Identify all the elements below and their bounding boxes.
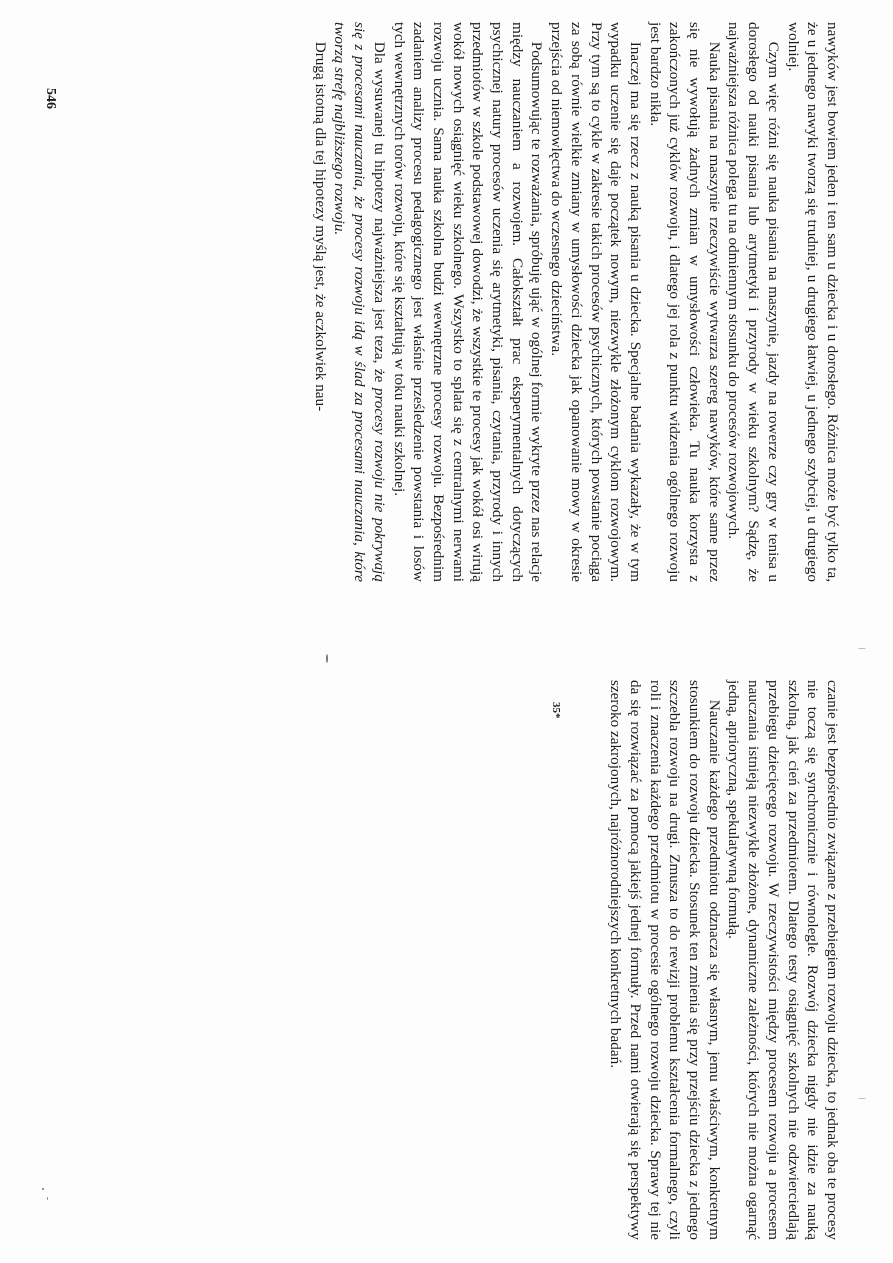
paragraph: Nauka pisania na maszynie rzeczywiście wytwarza szereg nawyków, które same przez się nie wywołują żadnych zmian w umysłowości człowieka. Tu nauka korzysta z zakończonych już cyklów rozwoju, i dlatego jej rola z punktu widzenia ogólnego rozwoju jest bardzo nikła. — [646, 22, 723, 582]
scan-speck — [42, 1188, 44, 1190]
left-text-column — [310, 22, 842, 582]
scan-speck — [858, 648, 866, 649]
right-text-column — [606, 680, 842, 1240]
scan-speck — [858, 1098, 866, 1099]
paragraph: Czym więc różni się nauka pisania na maszynie, jazdy na rowerze czy gry w tenisa u dorosłego od nauki pisania lub arytmetyki i przyrody w wieku szkolnym? Sądzę, że najważniejsza różnica polega tu na odmiennym stosunku do procesów rozwojowych. — [725, 22, 782, 582]
hypothesis-emphasis: procesy rozwoju nie pokrywają się z procesami nauczania, że procesy rozwoju idą w ślad za procesami nauczania, które tworzą strefę najbliższego rozwoju. — [331, 22, 388, 582]
scan-speck — [326, 654, 328, 663]
paragraph: Drugą istotną dla tej hipotezy myślą jest, że aczkolwiek nau- — [311, 41, 329, 412]
scan-speck — [47, 1197, 48, 1200]
paragraph: Inaczej ma się rzecz z nauką pisania u dziecka. Specjalne badania wykazały, że w tym wypadku uczenie się daje początek nowym, niezwykle złożonym cyklom rozwojowym. Przy tym są to cykle w zakresie takich procesów psychicznych, których powstanie pociąga za sobą równie wielkie zmiany w umysłowości dziecka jak opanowanie mowy w okresie przejścia od niemowlęctwa do wczesnego dzieciństwa. — [548, 22, 644, 582]
paragraph: nawyków jest bowiem jeden i ten sam u dziecka i u dorosłego. Różnica może być tylko ta, że u jednego nawyki tworzą się trudniej, u drugiego łatwiej, u jednego szybciej, u drugiego wolniej. — [784, 22, 841, 582]
page-number: 546 — [43, 88, 58, 109]
paragraph: Podsumowując te rozważania, spróbuję ująć w ogólnej formie wykryte przez nas relacje między nauczaniem a rozwojem. Całokształt prac eksperymentalnych dotyczących psychicznej natury procesów uczenia się arytmetyki, pisania, czytania, przyrody i innych przedmiotów w szkole podstawowej dowodzi, że wszystkie te procesy jak wokół osi wirują wokół nowych osiągnięć wieku szkolnego. Wszystko to splata się z centralnymi nerwami rozwoju ucznia. Sama nauka szkolna budzi wewnętrzne procesy rozwoju. Bezpośrednim zadaniem analizy procesu pedagogicznego jest właśnie prześledzenie powstania i losów tych wewnętrznych torów rozwoju, które się kształtują w toku nauki szkolnej. — [390, 22, 546, 582]
hypothesis-paragraph — [330, 22, 389, 582]
printer-signature-mark: 35* — [550, 702, 562, 719]
paragraph: czanie jest bezpośrednio związane z przebiegiem rozwoju dziecka, to jednak oba te procesy nie toczą się synchronicznie i równolegle. Rozwój dziecka nigdy nie idzie za nauką szkolną, jak cień za przedmiotem. Dlatego testy osiągnięć szkolnych nie odzwierciedlają przebiegu dziecięcego rozwoju. W rzeczywistości między procesem rozwoju a procesem nauczania istnieją niezwykle złożone, dynamiczne zależności, których nie można ogarnąć jedną, aprioryczną, spekulatywną formułą. — [725, 680, 841, 1240]
hypothesis-lead: Dla wysuwanej tu hipotezy najważniejsza jest teza, że — [370, 41, 388, 388]
paragraph: Nauczanie każdego przedmiotu odznacza się własnym, jemu właściwym, konkretnym stosunkiem do rozwoju dziecka. Stosunek ten zmienia się przy przejściu dziecka z jednego szczebla rozwoju na drugi. Zmusza to do rewizji problemu kształcenia formalnego, czyli roli i znaczenia każdego przedmiotu w procesie ogólnego rozwoju dziecka. Sprawy tej nie da się rozwiązać za pomocą jakiejś jednej formuły. Przed nami otwierają się perspektywy szeroko zakrojonych, najróżnorodniejszych konkretnych badań. — [607, 680, 723, 1240]
